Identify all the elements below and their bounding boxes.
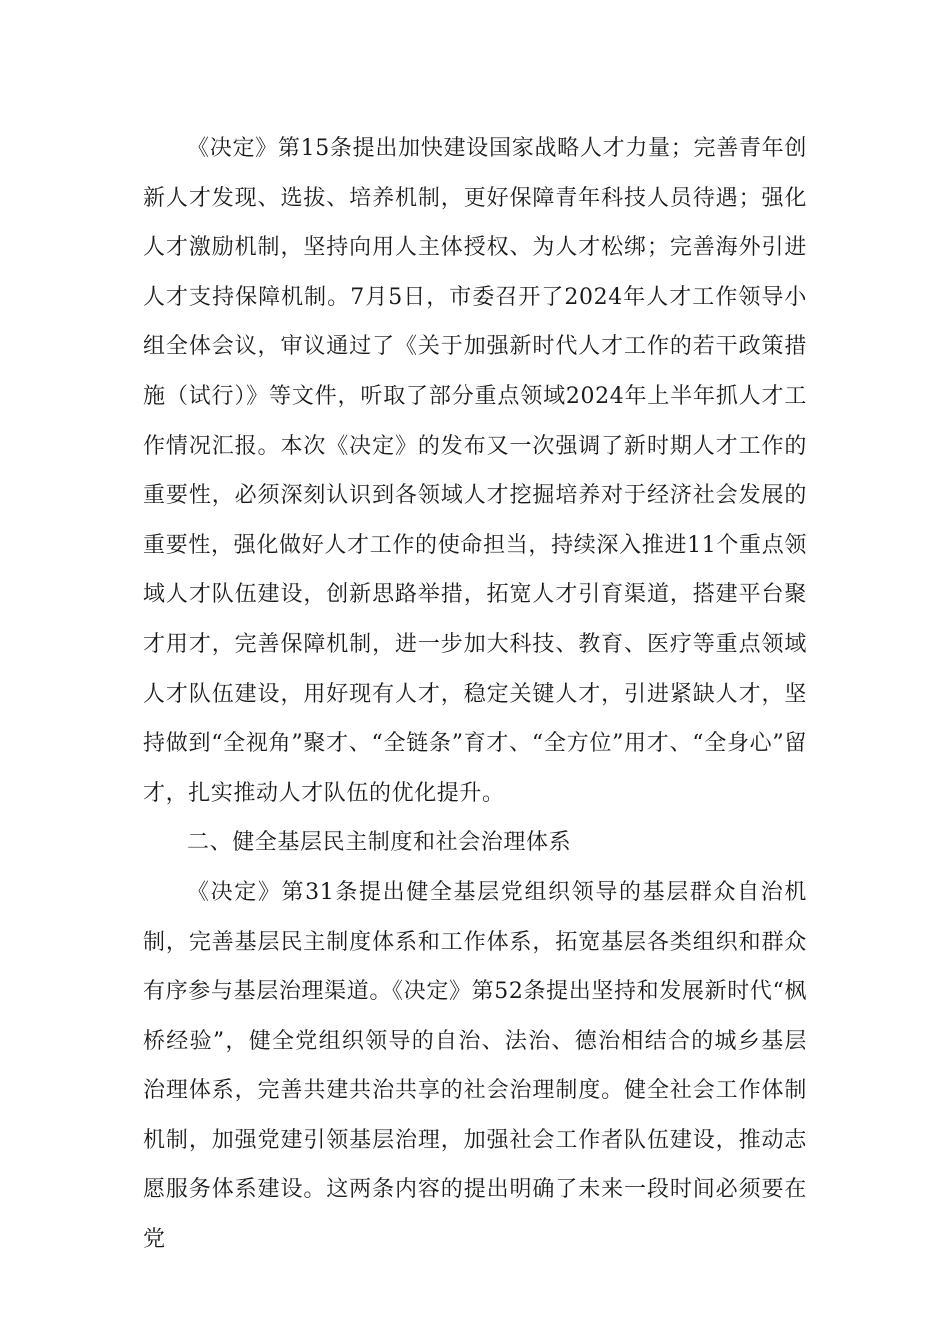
document-body (143, 124, 807, 1265)
section-heading: 二、健全基层民主制度和社会治理体系 (187, 830, 572, 856)
paragraph-talent-work: 《决定》第15条提出加快建设国家战略人才力量；完善青年创新人才发现、选拔、培养机制，更好保障青年科技人员待遇；强化人才激励机制，坚持向用人主体授权、为人才松绑；完善海外引进人才支持保障机制。7月5日，市委召开了2024年人才工作领导小组全体会议，审议通过了《关于加强新时代人才工作的若干政策措施（试行）》等文件，听取了部分重点领域2024年上半年抓人才工作情况汇报。本次《决定》的发布又一次强调了新时期人才工作的重要性，必须深刻认识到各领域人才挖掘培养对于经济社会发展的重要性，强化做好人才工作的使命担当，持续深入推进11个重点领域人才队伍建设，创新思路举措，拓宽人才引育渠道，搭建平台聚才用才，完善保障机制，进一步加大科技、教育、医疗等重点领域人才队伍建设，用好现有人才，稳定关键人才，引进紧缺人才，坚持做到“全视角”聚才、“全链条”育才、“全方位”用才、“全身心”留才，扎实推动人才队伍的优化提升。 (143, 136, 807, 806)
paragraph-grassroots-governance: 《决定》第31条提出健全基层党组织领导的基层群众自治机制，完善基层民主制度体系和工作体系，拓宽基层各类组织和群众有序参与基层治理渠道。《决定》第52条提出坚持和发展新时代“枫桥经验”，健全党组织领导的自治、法治、德治相结合的城乡基层治理体系，完善共建共治共享的社会治理制度。健全社会工作体制机制，加强党建引领基层治理，加强社会工作者队伍建设，推动志愿服务体系建设。这两条内容的提出明确了未来一段时间必须要在党 (143, 879, 807, 1253)
